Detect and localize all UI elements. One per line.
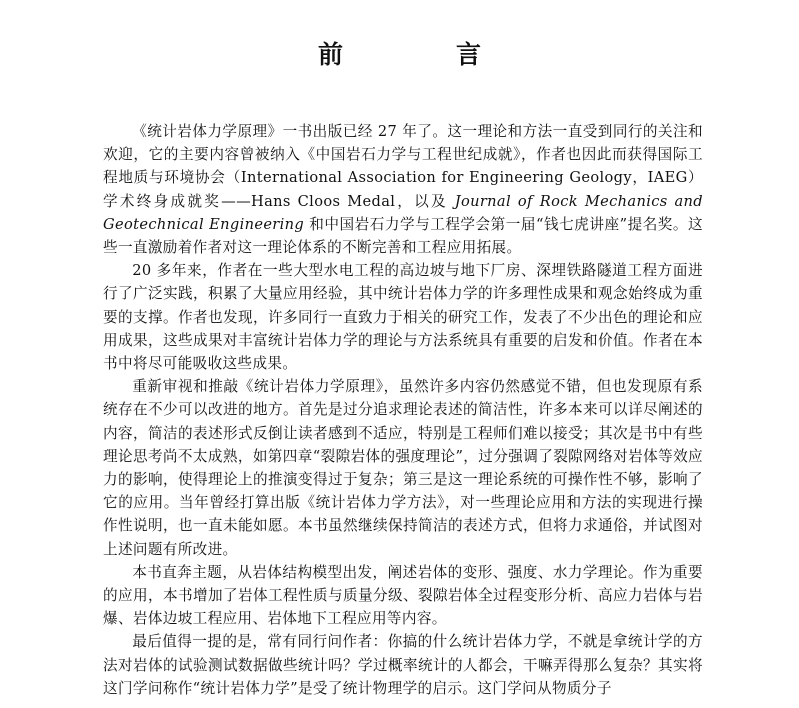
paragraph-1 [103, 120, 703, 259]
paragraph-5: 最后值得一提的是，常有同行问作者：你搞的什么统计岩体力学，不就是拿统计学的方法对岩体的试验测试数据做些统计吗？学过概率统计的人都会，干嘛弄得那么复杂？其实将这门学问称作“统计岩体力学”是受了统计物理学的启示。这门学问从物质分子 [103, 633, 703, 697]
paragraph-3: 重新审视和推敲《统计岩体力学原理》，虽然许多内容仍然感觉不错，但也发现原有系统存在不少可以改进的地方。首先是过分追求理论表述的简洁性，许多本来可以详尽阐述的内容，简洁的表述形式反倒让读者感到不适应，特别是工程师们难以接受；其次是书中有些理论思考尚不太成熟，如第四章“裂隙岩体的强度理论”，过分强调了裂隙网络对岩体等效应力的影响，使得理论上的推演变得过于复杂；第三是这一理论系统的可操作性不够，影响了它的应用。当年曾经打算出版《统计岩体力学方法》，对一些理论应用和方法的实现进行操作性说明，也一直未能如愿。本书虽然继续保持简洁的表述方式，但将力求通俗，并试图对上述问题有所改进。 [103, 378, 703, 558]
paragraph-1-text-b: 和中国岩石力学与工程学会第一届“钱七虎讲座”提名奖。这些一直激励着作者对这一理论体系的不断完善和工程应用拓展。 [103, 215, 703, 257]
paragraph-2: 20 多年来，作者在一些大型水电工程的高边坡与地下厂房、深埋铁路隧道工程方面进行了广泛实践，积累了大量应用经验，其中统计岩体力学的许多理性成果和观念始终成为重要的支撑。作者也发现，许多同行一直致力于相关的研究工作，发表了不少出色的理论和应用成果，这些成果对丰富统计岩体力学的理论与方法系统具有重要的启发和价值。作者在本书中将尽可能吸收这些成果。 [103, 262, 703, 373]
paragraph-4: 本书直奔主题，从岩体结构模型出发，阐述岩体的变形、强度、水力学理论。作为重要的应用，本书增加了岩体工程性质与质量分级、裂隙岩体全过程变形分析、高应力岩体与岩爆、岩体边坡工程应用、岩体地下工程应用等内容。 [103, 563, 703, 628]
page-title: 前 言 [317, 39, 525, 69]
paragraph-1-text-a: 《统计岩体力学原理》一书出版已经 27 年了。这一理论和方法一直受到同行的关注和欢迎，它的主要内容曾被纳入《中国岩石力学与工程世纪成就》，作者也因此而获得国际工程地质与环境协会（International Association for Engineering Geology，IAEG）学术终身成就奖——Hans Cloos Medal，以及 [103, 123, 703, 210]
preface-body [103, 120, 703, 700]
journal-title: Journal of Rock Mechanics and Geotechnical Engineering [103, 192, 703, 233]
